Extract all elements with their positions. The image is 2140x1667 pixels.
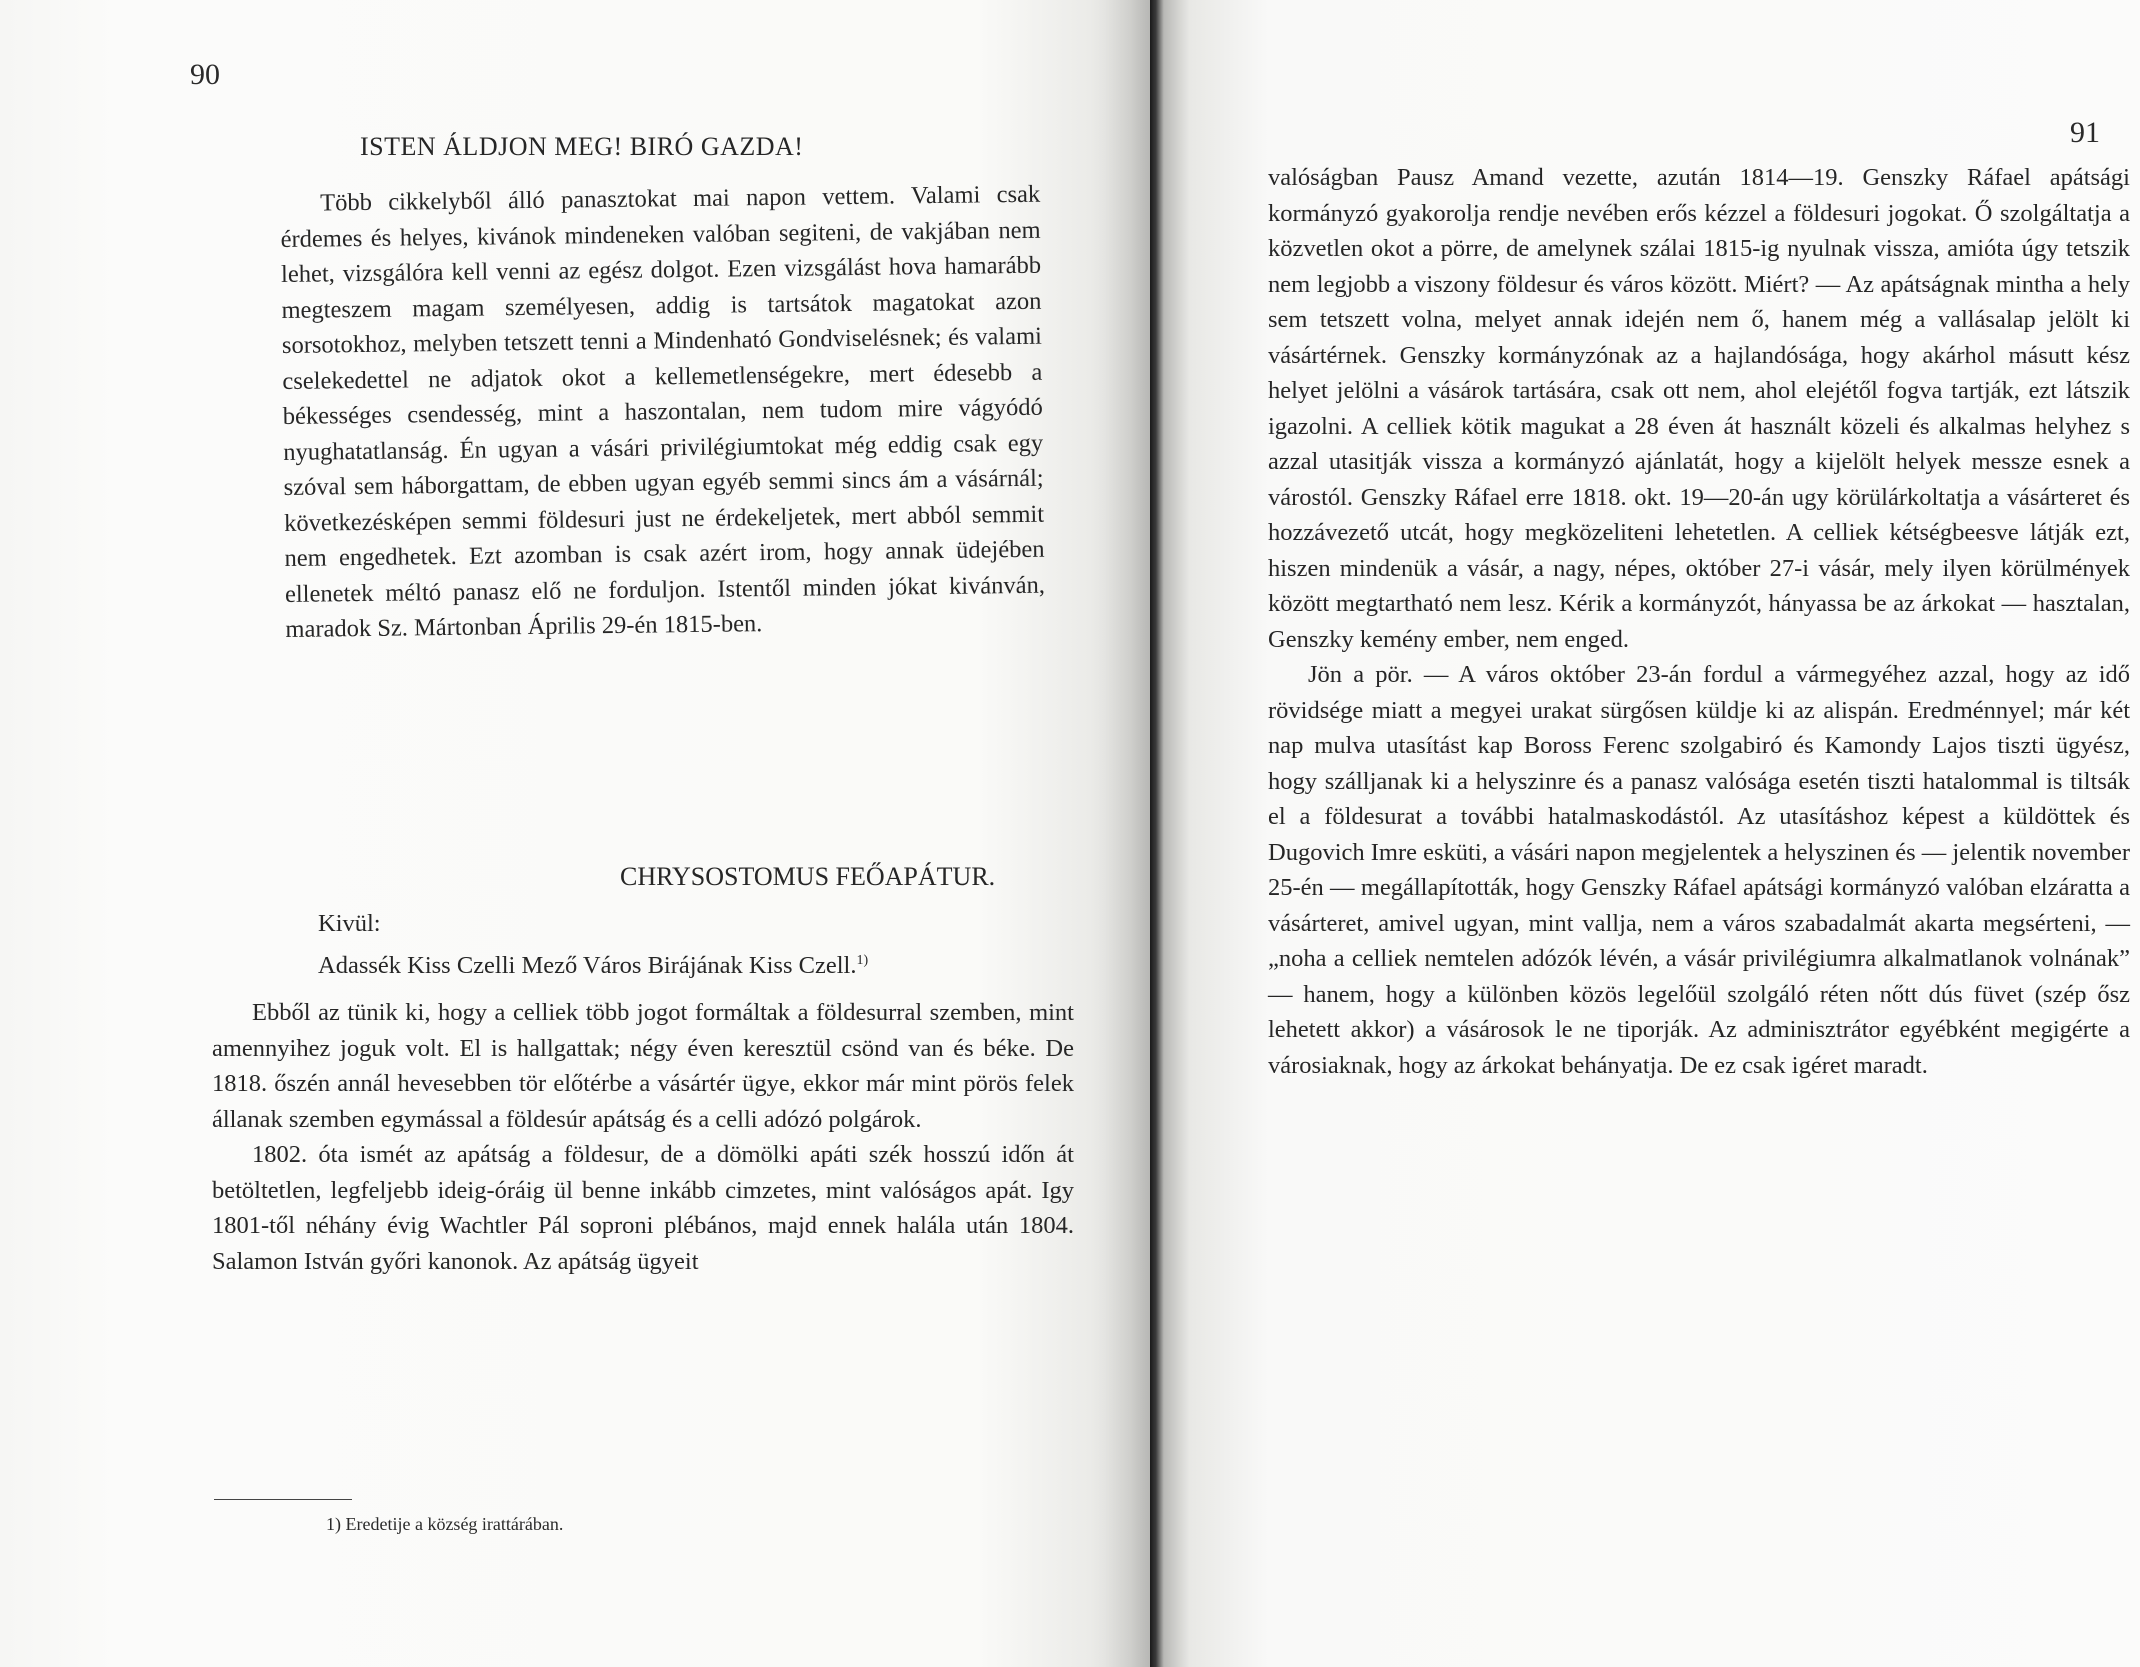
footnote-rule xyxy=(214,1499,352,1500)
right-body xyxy=(1268,160,2130,1083)
page-number: 90 xyxy=(190,58,220,91)
letter-address xyxy=(318,952,868,980)
paragraph: Ebből az tünik ki, hogy a celliek több jogot formáltak a földesurral szemben, mint amennyihez joguk volt. El is hallgattak; négy éven keresztül csönd van és béke. De 1818. őszén annál hevesebben tör előtérbe a vásártér ügye, ekkor már mint pörös felek állanak szemben egymással a földesúr apátság és a celli adózó polgárok. xyxy=(212,999,1074,1133)
footnote-marker: 1) xyxy=(856,952,869,968)
letter-heading: ISTEN ÁLDJON MEG! BIRÓ GAZDA! xyxy=(360,132,804,161)
paragraph: Jön a pör. — A város október 23-án fordul a vármegyéhez azzal, hogy az idő rövidsége miatt a megyei urakat sürgősen küldje ki az alispán. Eredménnyel; már két nap mulva utasítást kap Boross Ferenc szolgabiró és Kamondy Lajos tiszti ügyész, hogy szálljanak ki a helyszinre és a panasz valósága esetén tiszti hatalommal is tiltsák el a földesurat a további hatalmaskodástól. Az utasításhoz képest a küldöttek és Dugovich Imre esküti, a vásári napon megjelentek a helyszinen és — jelentik november 25-én — megállapították, hogy Genszky Ráfael apátsági kormányzó valóban elzáratta a vásárteret, amivel ugyan, mint vallja, nem a város szabadalmát akarta megsérteni, — „noha a celliek nemtelen adózók lévén, a vásár privilégiumra alkalmatlanok volnának” — hanem, hogy a különben közös legelőül szolgáló réten nőtt dús füvet (szép ősz lehetett akkor) a vásárosok le ne tiporják. Az adminisztrátor egyébként megigérte a városiaknak, hogy az árkokat behányatja. De ez csak igéret maradt. xyxy=(1268,661,2130,1079)
page-number: 91 xyxy=(2070,116,2100,149)
address-text: Adassék Kiss Czelli Mező Város Birájának Kiss Czell. xyxy=(318,952,857,979)
paragraph: 1802. óta ismét az apátság a földesur, de a dömölki apáti szék hosszú időn át betöltetlen, legfeljebb ideig-óráig ül benne inkább cimzetes, mint valóságos apát. Igy 1801-től néhány évig Wachtler Pál soproni plébános, majd ennek halála után 1804. Salamon István győri kanonok. Az apátság ügyeit xyxy=(212,1141,1074,1275)
right-page xyxy=(1150,0,2140,1667)
paragraph: valóságban Pausz Amand vezette, azután 1814—19. Genszky Ráfael apátsági kormányzó gyakorolja rendje nevében erős kézzel a földesuri jogokat. Ő szolgáltatja a közvetlen okot a pörre, de amelynek szálai 1815-ig nyulnak vissza, amióta úgy tetszik nem legjobb a viszony földesur és város között. Miért? — Az apátságnak mintha a hely sem tetszett volna, melyet annak idején nem ő, hanem még a vallásalap jelölt ki vásártérnek. Genszky kormányzónak az a hajlandósága, hogy akárhol másutt kész helyet jelölni a vásárok tartására, csak ott nem, ahol elejétől fogva tartják, ezt látszik igazolni. A celliek kötik magukat a 28 éven át használt közeli és alkalmas helyhez s azzal utasitják vissza a kormányzó ajánlatát, hogy a kijelölt helyek messze esnek a várostól. Genszky Ráfael erre 1818. okt. 19—20-án ugy körülárkoltatja a vásárteret és hozzávezető utcát, hogy megközeliteni lehetetlen. A celliek kétségbeesve látják ezt, hiszen mindenük a vásár, a nagy, népes, október 27-i vásár, mely ilyen körülmények között megtartható nem lesz. Kérik a kormányzót, hányassa be az árkokat — hasztalan, Genszky kemény ember, nem enged. xyxy=(1268,164,2130,653)
letter-text: Több cikkelyből álló panasztokat mai napon vettem. Valami csak érdemes és helyes, kivánok mindeneken valóban segiteni, de vakjában nem lehet, vizsgálóra kell venni az egész dolgot. Ezen vizsgálást hova hamarább megteszem magam személyesen, addig is tartsátok magatokat azon sorsotokhoz, melyben tetszett tenni a Mindenható Gondviselésnek; és valami cselekedettel ne adjatok okot a kellemetlenségekre, mert édesebb a békességes csendesség, mint a haszontalan, nem tudom mire vágyódó nyughatatlanság. Én ugyan a vásári privilégiumtokat még eddig csak egy szóval sem háborgattam, de ebben ugyan egyéb semmi sincs ám a vásárnál; következésképen semmi földesuri just ne érdekeljetek, mert abból semmit nem engedhetek. Ezt azomban is csak azért irom, hogy annak üdejében ellenetek méltó panasz elő ne forduljon. Istentől minden jókat kivánván, maradok Sz. Mártonban Április 29-én 1815-ben. xyxy=(280,180,1046,643)
left-body xyxy=(212,995,1074,1279)
outside-label: Kivül: xyxy=(318,910,381,937)
letter-body xyxy=(280,177,1046,648)
letter-signature: CHRYSOSTOMUS FEŐAPÁTUR. xyxy=(620,862,996,891)
footnote: 1) Eredetije a község irattárában. xyxy=(326,1514,564,1534)
